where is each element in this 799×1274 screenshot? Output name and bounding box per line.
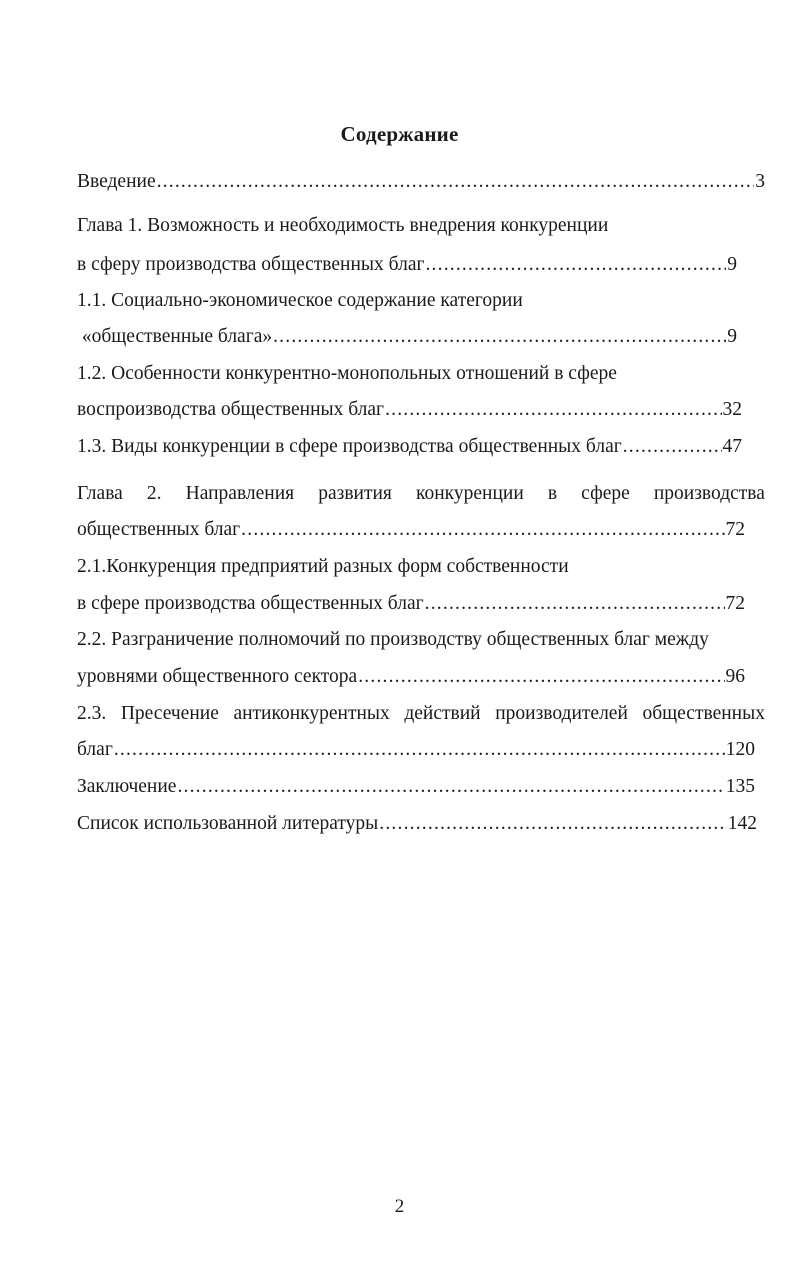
toc-word: 2.3. bbox=[77, 703, 107, 724]
page-title: Содержание bbox=[340, 122, 459, 146]
toc-page-number: 9 bbox=[727, 254, 737, 275]
toc-entry-text: Заключение bbox=[77, 776, 177, 797]
toc-entry-section-2-2-line1: 2.2. Разграничение полномочий по производству общественных благ между bbox=[77, 629, 709, 650]
toc-page-number: 9 bbox=[727, 326, 737, 347]
toc-word: конкуренции bbox=[416, 483, 524, 504]
toc-page-number: 120 bbox=[725, 739, 755, 760]
dot-leader bbox=[379, 812, 726, 836]
dot-leader bbox=[425, 253, 726, 277]
toc-entry-text: воспроизводства общественных благ bbox=[77, 399, 385, 420]
toc-entry-section-1-3 bbox=[77, 435, 742, 459]
toc-word: в bbox=[547, 483, 558, 504]
dot-leader bbox=[385, 398, 721, 422]
dot-leader bbox=[623, 435, 722, 459]
toc-word: 2. bbox=[146, 483, 162, 504]
dot-leader bbox=[177, 775, 724, 799]
toc-entry-section-2-1 bbox=[77, 592, 745, 616]
toc-entry-text: уровнями общественного сектора bbox=[77, 666, 358, 687]
toc-page-number: 3 bbox=[755, 171, 765, 192]
toc-entry-section-1-2-line1: 1.2. Особенности конкурентно-монопольных отношений в сфере bbox=[77, 363, 617, 384]
toc-entry-text: Введение bbox=[77, 171, 156, 192]
toc-page-number: 32 bbox=[722, 399, 742, 420]
toc-entry-text: в сферу производства общественных благ bbox=[77, 254, 425, 275]
toc-entry-chapter-1-line1: Глава 1. Возможность и необходимость внедрения конкуренции bbox=[77, 215, 609, 236]
toc-page-number: 47 bbox=[722, 436, 742, 457]
toc-page-number: 72 bbox=[725, 519, 745, 540]
toc-word: развития bbox=[318, 483, 392, 504]
dot-leader bbox=[273, 325, 726, 349]
dot-leader bbox=[157, 170, 755, 194]
toc-entry-text: 1.3. Виды конкуренции в сфере производства общественных благ bbox=[77, 436, 622, 457]
dot-leader bbox=[114, 738, 725, 762]
toc-page-number: 135 bbox=[725, 776, 755, 797]
toc-entry-section-1-2 bbox=[77, 398, 742, 422]
toc-entry-chapter-2 bbox=[77, 518, 745, 542]
toc-word: Пресечение bbox=[120, 703, 219, 724]
toc-entry-section-2-3 bbox=[77, 738, 755, 762]
toc-entry-section-1-1-line1: 1.1. Социально-экономическое содержание категории bbox=[77, 290, 523, 311]
toc-word: производства bbox=[653, 483, 765, 504]
dot-leader bbox=[358, 665, 724, 689]
toc-entry-intro bbox=[77, 170, 765, 194]
toc-word: Глава bbox=[77, 483, 123, 504]
toc-page-number: 72 bbox=[725, 593, 745, 614]
toc-entry-section-2-3-line1 bbox=[77, 702, 765, 726]
toc-entry-text: Список использованной литературы bbox=[77, 813, 379, 834]
toc-entry-section-2-1-line1: 2.1.Конкуренция предприятий разных форм собственности bbox=[77, 556, 569, 577]
toc-entry-text: благ bbox=[77, 739, 113, 760]
toc-word: общественных bbox=[642, 703, 765, 724]
toc-page-number: 96 bbox=[725, 666, 745, 687]
dot-leader bbox=[425, 592, 725, 616]
toc-entry-text: общественных благ bbox=[77, 519, 241, 540]
dot-leader bbox=[241, 518, 724, 542]
toc-word: антиконкурентных bbox=[233, 703, 390, 724]
toc-entry-section-2-2 bbox=[77, 665, 745, 689]
page-number: 2 bbox=[394, 1196, 405, 1217]
toc-word: производителей bbox=[495, 703, 628, 724]
toc-word: Направления bbox=[185, 483, 295, 504]
toc-word: сфере bbox=[581, 483, 630, 504]
toc-entry-text: «общественные блага» bbox=[77, 326, 273, 347]
toc-entry-conclusion bbox=[77, 775, 755, 799]
toc-entry-references bbox=[77, 812, 757, 836]
toc-entry-chapter-2-line1 bbox=[77, 482, 765, 506]
toc-entry-section-1-1 bbox=[77, 325, 737, 349]
toc-entry-chapter-1 bbox=[77, 253, 737, 277]
toc-entry-text: в сфере производства общественных благ bbox=[77, 593, 424, 614]
toc-word: действий bbox=[404, 703, 481, 724]
toc-page-number: 142 bbox=[727, 813, 757, 834]
